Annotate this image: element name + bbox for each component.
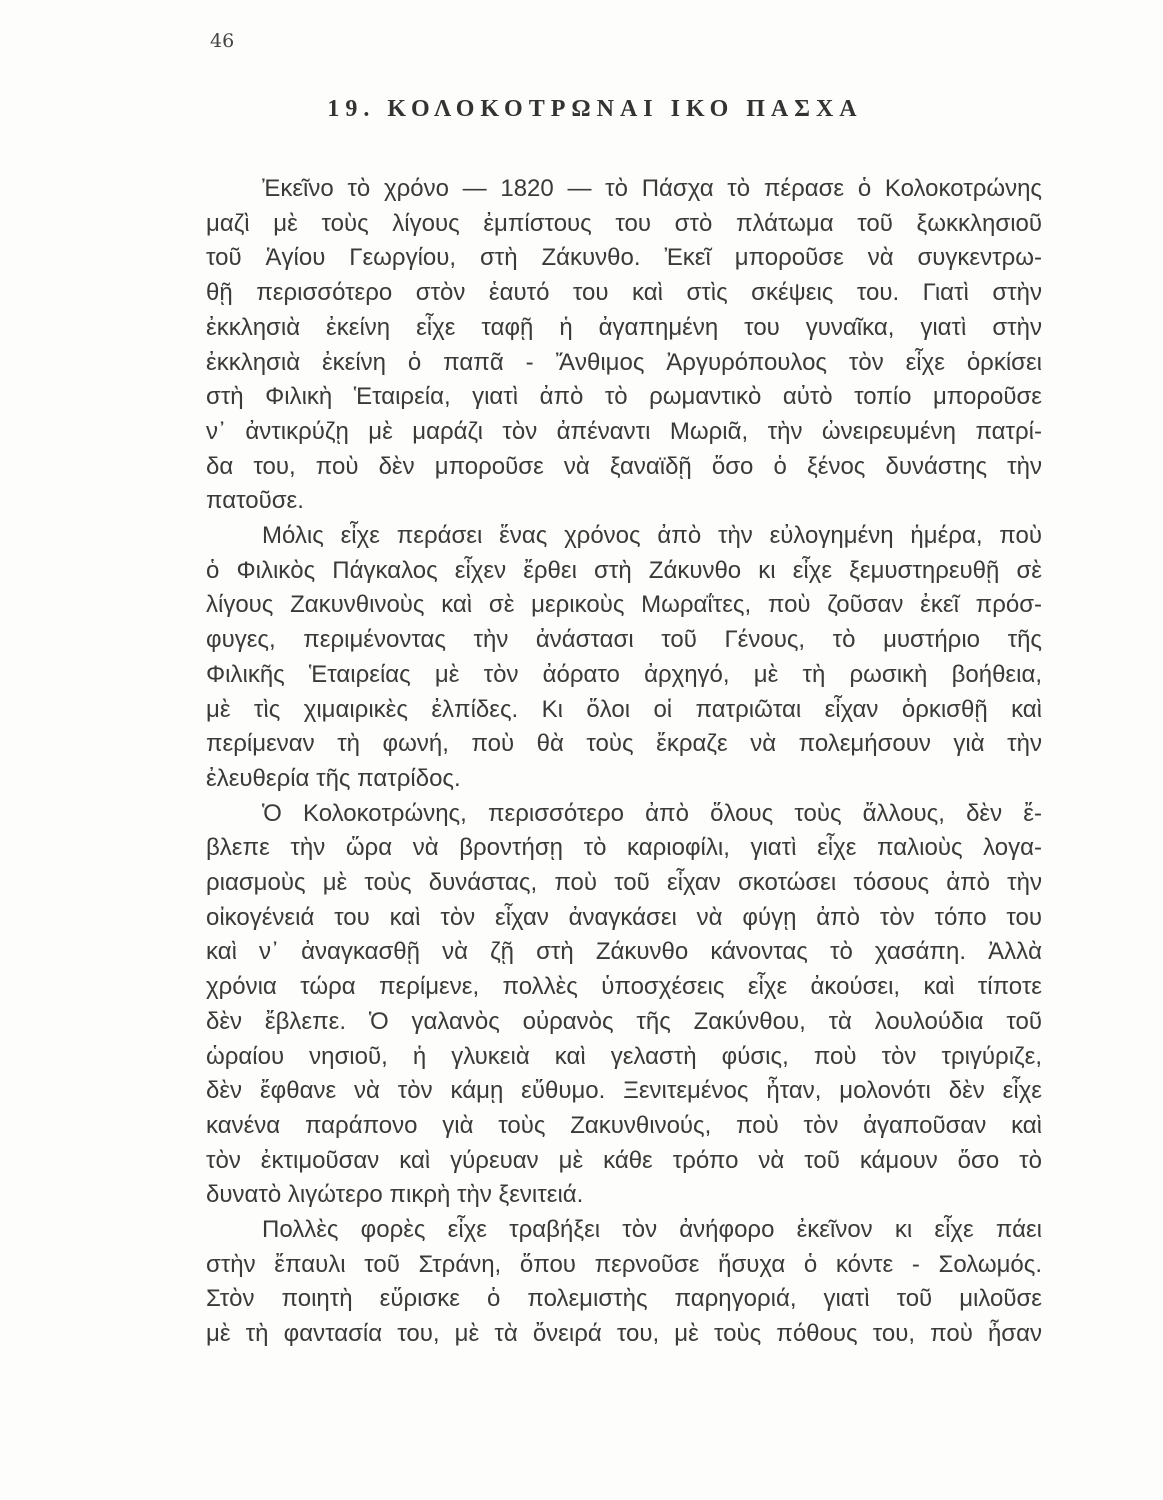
text-line: περίμεναν τὴ φωνή, ποὺ θὰ τοὺς ἔκραζε νὰ πολεμήσουν γιὰ τὴν [206,730,1042,758]
text-line: πατοῦσε. [206,487,304,515]
text-line: στὴ Φιλικὴ Ἑταιρεία, γιατὶ ἀπὸ τὸ ρωμαντικὸ αὐτὸ τοπίο μποροῦσε [206,383,1042,411]
text-line: θῇ περισσότερο στὸν ἑαυτό του καὶ στὶς σκέψεις του. Γιατὶ στὴν [206,279,1042,307]
text-line: δα του, ποὺ δὲν μποροῦσε νὰ ξαναϊδῇ ὅσο ὁ ξένος δυνάστης τὴν [206,452,1042,480]
text-line: δυνατὸ λιγώτερο πικρὴ τὴν ξενιτειά. [206,1181,584,1209]
text-line: οἰκογένειά του καὶ τὸν εἶχαν ἀναγκάσει νὰ φύγῃ ἀπὸ τὸν τόπο του [206,903,1042,931]
text-line: κανένα παράπονο γιὰ τοὺς Ζακυνθινούς, ποὺ τὸν ἀγαποῦσαν καὶ [206,1111,1042,1139]
text-line: δὲν ἔβλεπε. Ὁ γαλανὸς οὐρανὸς τῆς Ζακύνθου, τὰ λουλούδια τοῦ [206,1007,1042,1035]
text-line: μαζὶ μὲ τοὺς λίγους ἐμπίστους του στὸ πλάτωμα τοῦ ξωκκλησιοῦ [206,209,1042,237]
text-line: τοῦ Ἁγίου Γεωργίου, στὴ Ζάκυνθο. Ἐκεῖ μποροῦσε νὰ συγκεντρω- [206,244,1042,272]
text-line: μὲ τὶς χιμαιρικὲς ἐλπίδες. Κι ὅλοι οἱ πατριῶται εἶχαν ὁρκισθῇ καὶ [206,695,1042,723]
text-line: Στὸν ποιητὴ εὕρισκε ὁ πολεμιστὴς παρηγοριά, γιατὶ τοῦ μιλοῦσε [206,1285,1042,1313]
text-line: ἐκκλησιὰ ἐκείνη ὁ παπᾶ - Ἄνθιμος Ἀργυρόπουλος τὸν εἶχε ὁρκίσει [206,348,1042,376]
page-number: 46 [210,30,235,52]
text-line: λίγους Ζακυνθινοὺς καὶ σὲ μερικοὺς Μωραΐτες, ποὺ ζοῦσαν ἐκεῖ πρόσ- [206,591,1042,619]
text-line: βλεπε τὴν ὥρα νὰ βροντήσῃ τὸ καριοφίλι, γιατὶ εἶχε παλιοὺς λογα- [206,834,1042,862]
text-line: ν᾽ ἀντικρύζῃ μὲ μαράζι τὸν ἀπέναντι Μωριᾶ, τὴν ὠνειρευμένη πατρί- [206,417,1042,445]
text-line: καὶ ν᾽ ἀναγκασθῇ νὰ ζῇ στὴ Ζάκυνθο κάνοντας τὸ χασάπη. Ἀλλὰ [206,938,1042,966]
text-line: Μόλις εἶχε περάσει ἕνας χρόνος ἀπὸ τὴν εὐλογημένη ἡμέρα, ποὺ [262,522,1042,549]
text-line: Φιλικῆς Ἑταιρείας μὲ τὸν ἀόρατο ἀρχηγό, μὲ τὴ ρωσικὴ βοήθεια, [206,660,1042,688]
text-line: Ὁ Κολοκοτρώνης, περισσότερο ἀπὸ ὅλους τοὺς ἄλλους, δὲν ἔ- [262,799,1042,827]
text-line: Ἐκεῖνο τὸ χρόνο — 1820 — τὸ Πάσχα τὸ πέρασε ὁ Κολοκοτρώνης [262,175,1042,202]
text-line: ὁ Φιλικὸς Πάγκαλος εἶχεν ἔρθει στὴ Ζάκυνθο κι εἶχε ξεμυστηρευθῇ σὲ [206,556,1042,584]
text-line: ἐκκλησιὰ ἐκείνη εἶχε ταφῇ ἡ ἀγαπημένη του γυναῖκα, γιατὶ στὴν [206,313,1042,341]
text-line: ριασμοὺς μὲ τοὺς δυνάστας, ποὺ τοῦ εἶχαν σκοτώσει τόσους ἀπὸ τὴν [206,869,1042,896]
text-line: ἐλευθερία τῆς πατρίδος. [206,764,461,792]
chapter-title: 19. ΚΟΛΟΚΟΤΡΩΝΑΙ ΙΚΟ ΠΑΣΧΑ [327,96,863,122]
text-line: Πολλὲς φορὲς εἶχε τραβήξει τὸν ἀνήφορο ἐκεῖνον κι εἶχε πάει [262,1216,1042,1243]
text-line: δὲν ἔφθανε νὰ τὸν κάμῃ εὔθυμο. Ξενιτεμένος ἦταν, μολονότι δὲν εἶχε [206,1077,1042,1105]
text-line: ὡραίου νησιοῦ, ἡ γλυκειὰ καὶ γελαστὴ φύσις, ποὺ τὸν τριγύριζε, [206,1042,1042,1070]
text-line: στὴν ἔπαυλι τοῦ Στράνη, ὅπου περνοῦσε ἥσυχα ὁ κόντε - Σολωμός. [206,1250,1042,1278]
text-line: φυγες, περιμένοντας τὴν ἀνάστασι τοῦ Γένους, τὸ μυστήριο τῆς [206,626,1042,654]
text-line: χρόνια τώρα περίμενε, πολλὲς ὑποσχέσεις εἶχε ἀκούσει, καὶ τίποτε [206,973,1042,1001]
text-line: μὲ τὴ φαντασία του, μὲ τὰ ὄνειρά του, μὲ τοὺς πόθους του, ποὺ ἦσαν [206,1320,1042,1348]
text-line: τὸν ἐκτιμοῦσαν καὶ γύρευαν μὲ κάθε τρόπο νὰ τοῦ κάμουν ὅσο τὸ [206,1146,1042,1174]
